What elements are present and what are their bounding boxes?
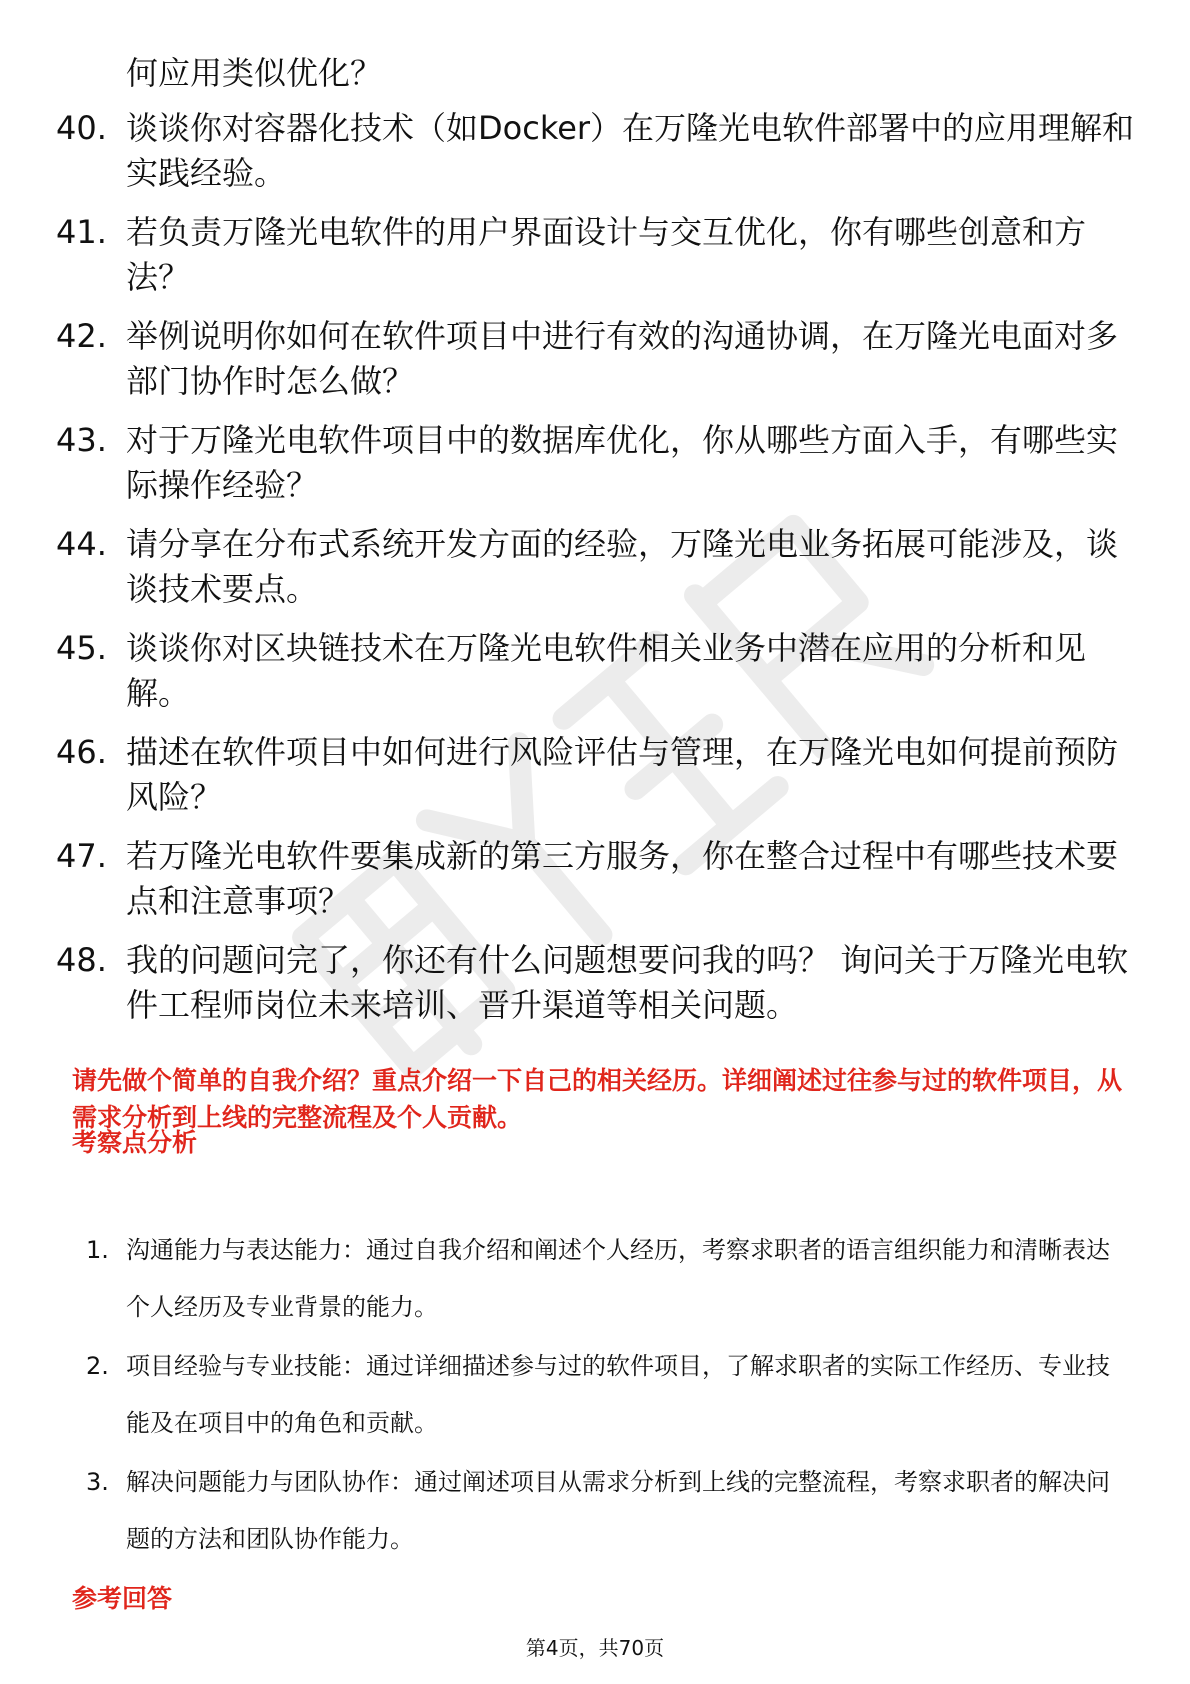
question-number: 46. <box>56 733 107 771</box>
analysis-number: 3. <box>86 1468 109 1496</box>
question-number: 48. <box>56 941 107 979</box>
question-text: 若负责万隆光电软件的用户界面设计与交互优化，你有哪些创意和方法？ <box>126 213 1087 296</box>
question-number: 42. <box>56 317 107 355</box>
answer-heading: 参考回答 <box>72 1584 173 1613</box>
question-item <box>56 418 1136 508</box>
question-text: 谈谈你对区块链技术在万隆光电软件相关业务中潜在应用的分析和见解。 <box>126 629 1087 712</box>
question-number: 45. <box>56 629 107 667</box>
continued-question-text: 何应用类似优化？ <box>126 54 383 92</box>
question-text: 谈谈你对容器化技术（如Docker）在万隆光电软件部署中的应用理解和实践经验。 <box>126 109 1135 192</box>
question-text: 对于万隆光电软件项目中的数据库优化，你从哪些方面入手，有哪些实际操作经验？ <box>126 421 1119 504</box>
question-number: 43. <box>56 421 107 459</box>
page-number-footer: 第4页，共70页 <box>525 1636 665 1660</box>
analysis-item <box>86 1338 1126 1452</box>
question-text: 举例说明你如何在软件项目中进行有效的沟通协调，在万隆光电面对多部门协作时怎么做？ <box>126 317 1119 400</box>
question-text: 我的问题问完了，你还有什么问题想要问我的吗？ 询问关于万隆光电软件工程师岗位未来培训、晋升渠道等相关问题。 <box>126 941 1129 1024</box>
question-item <box>56 210 1136 300</box>
analysis-number: 2. <box>86 1352 109 1380</box>
question-number: 47. <box>56 837 107 875</box>
question-number: 44. <box>56 525 107 563</box>
highlight-question: 请先做个简单的自我介绍？重点介绍一下自己的相关经历。详细阐述过往参与过的软件项目，从需求分析到上线的完整流程及个人贡献。 <box>72 1066 1123 1132</box>
question-item <box>56 106 1136 196</box>
analysis-text: 沟通能力与表达能力：通过自我介绍和阐述个人经历，考察求职者的语言组织能力和清晰表达个人经历及专业背景的能力。 <box>126 1236 1110 1321</box>
question-item <box>56 626 1136 716</box>
question-item <box>56 522 1136 612</box>
question-text: 请分享在分布式系统开发方面的经验，万隆光电业务拓展可能涉及，谈谈技术要点。 <box>126 525 1119 608</box>
question-number: 41. <box>56 213 107 251</box>
analysis-number: 1. <box>86 1236 109 1264</box>
analysis-list <box>86 1222 1126 1570</box>
question-list <box>56 106 1136 1042</box>
analysis-item <box>86 1222 1126 1336</box>
question-item <box>56 938 1136 1028</box>
analysis-item <box>86 1454 1126 1568</box>
question-text: 描述在软件项目中如何进行风险评估与管理，在万隆光电如何提前预防风险？ <box>126 733 1119 816</box>
analysis-heading: 考察点分析 <box>72 1128 198 1157</box>
analysis-text: 项目经验与专业技能：通过详细描述参与过的软件项目，了解求职者的实际工作经历、专业技能及在项目中的角色和贡献。 <box>126 1352 1110 1437</box>
analysis-text: 解决问题能力与团队协作：通过阐述项目从需求分析到上线的完整流程，考察求职者的解决问题的方法和团队协作能力。 <box>126 1468 1110 1553</box>
question-item <box>56 730 1136 820</box>
question-text: 若万隆光电软件要集成新的第三方服务，你在整合过程中有哪些技术要点和注意事项？ <box>126 837 1119 920</box>
question-item <box>56 314 1136 404</box>
question-item <box>56 834 1136 924</box>
question-number: 40. <box>56 109 107 147</box>
